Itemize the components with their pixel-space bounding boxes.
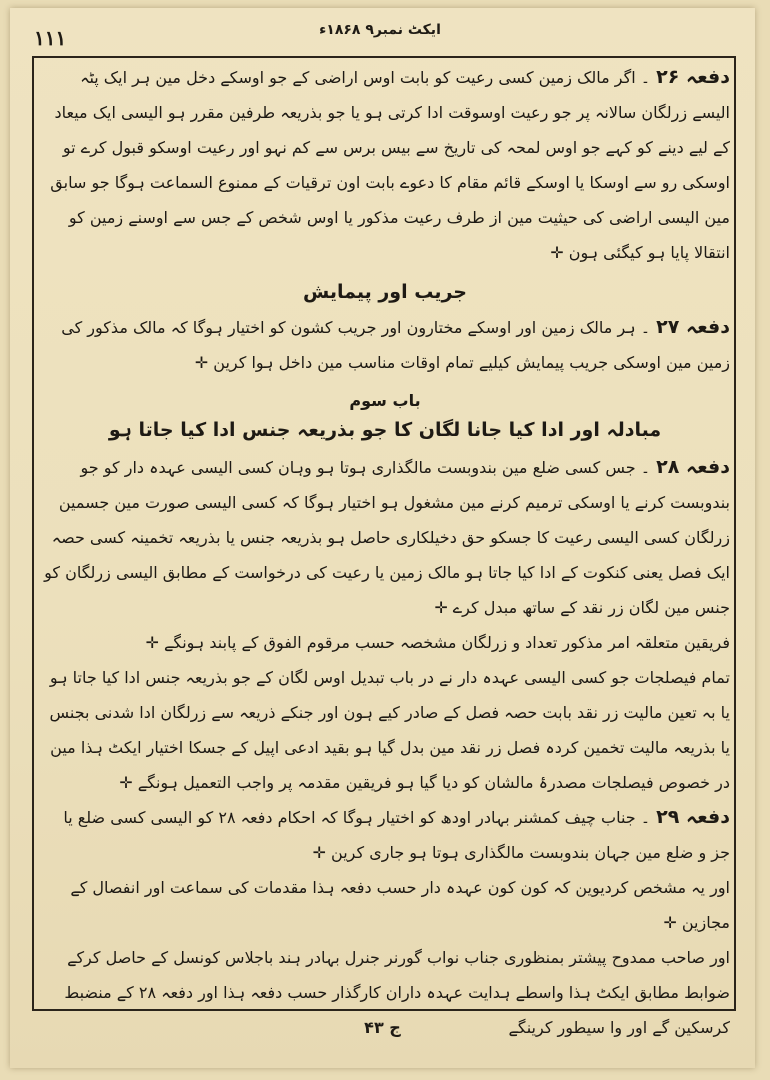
section-text: ۔ ہر مالک زمین اور اوسکے مختارون اور جریب کشون کو اختیار ہوگا کہ مالک مذکور کی زمین مین اوسکی جریب پیمایش کیلیے تمام اوقات مناسب مین داخل ہوا کرین ✛ — [61, 318, 730, 372]
paragraph — [40, 660, 730, 800]
section-28 — [40, 450, 730, 625]
page-number: ۱۱۱ — [34, 26, 67, 50]
chapter-title: مبادلہ اور ادا کیا جانا لگان کا جو بذریعہ جنس ادا کیا جاتا ہو — [108, 419, 662, 441]
section-29 — [40, 800, 730, 870]
paragraph-text: اور صاحب ممدوح پیشتر بمنظوری جناب نواب گورنر جنرل بہادر ہند باجلاس کونسل کے حاصل کرکے ضوابط مطابق ایکٹ ہذا واسطے ہدایت عہدہ داران کارگذار حسب دفعہ ہذا اور دفعہ ۲۸ کے منضبط کرسکین گے اور وا سیطور کرینگے — [64, 948, 730, 1037]
section-label: دفعہ ۲۶ — [656, 66, 730, 88]
paragraph — [40, 625, 730, 660]
running-title: ایکٹ نمبر۹ ۱۸۶۸ء — [319, 22, 441, 38]
chapter-number: باب سوم — [349, 391, 421, 410]
section-text: ۔ جس کسی ضلع مین بندوبست مالگذاری ہوتا ہو وہان کسی الیسی عہدہ دار کو جو بندوبست کرنے یا اوسکی ترمیم کرنے مین مشغول ہو اختیار ہوگا کہ کسی الیسی صورت مین جسمین زرلگان کسی الیسی رعیت کا جسکو حق دخیلکاری حاصل ہو بذریعہ جنس یا بذریعہ تخمینہ کسی حصہ ایک فصل یعنی کنکوت کے ادا کیا جاتا ہو مالک زمین یا رعیت کی درخواست کے مطابق الیسی زرلگان کو جنس مین لگان زر نقد کے ساتھ مبدل کرے ✛ — [44, 458, 730, 617]
page-header — [10, 18, 755, 52]
section-label: دفعہ ۲۹ — [656, 806, 730, 828]
signature-mark: ۴۳ ج — [364, 1018, 401, 1037]
paragraph-text: تمام فیصلجات جو کسی الیسی عہدہ دار نے در باب تبدیل اوس لگان کے جو بذریعہ جنس ادا کیا جاتا ہو یا بہ تعین مالیت زر نقد بابت حصہ فصل کے صادر کیے ہون اور جنکے ذریعہ سے زرلگان ادا شدنی بجنس یا بذریعہ مالیت تخمین کردہ فصل زر نقد مین بدل گیا ہو بقید ادعی اپیل کے جسکا اختیار ایکٹ ہذا مین در خصوص فیصلجات مصدرۂ مالشان کو دیا گیا ہو فریقین مقدمہ پر واجب التعمیل ہونگے ✛ — [49, 668, 730, 792]
section-label: دفعہ ۲۸ — [656, 456, 730, 478]
section-26 — [40, 60, 730, 270]
paragraph-text: اور یہ مشخص کردیوین کہ کون کون عہدہ دار حسب دفعہ ہذا مقدمات کی سماعت اور انفصال کے مجازین ✛ — [70, 878, 730, 932]
section-label: دفعہ ۲۷ — [656, 316, 730, 338]
section-text: ۔ جناب چیف کمشنر بہادر اودھ کو اختیار ہوگا کہ احکام دفعہ ۲۸ کو الیسی کسی ضلع یا جز و ضلع مین جہان بندوبست مالگذاری ہوتا ہو جاری کرین ✛ — [63, 808, 730, 862]
paragraph-text: فریقین متعلقہ امر مذکور تعداد و زرلگان مشخصہ حسب مرقوم الفوق کے پابند ہونگے ✛ — [145, 633, 730, 652]
section-heading: جریب اور پیمایش — [302, 281, 467, 303]
document-page — [10, 8, 755, 1068]
section-27 — [40, 310, 730, 380]
paragraph — [40, 870, 730, 940]
section-text: ۔ اگر مالک زمین کسی رعیت کو بابت اوس اراضی کے جو اوسکے دخل مین ہر ایک پٹہ الیسے زرلگان سالانہ پر جو رعیت اوسوقت ادا کرتی ہو یا جو بذریعہ طرفین مقرر ہو الیسی ایک میعاد کے لیے دینے کو کہے جو اوس لمحہ کی تاریخ سے بیس برس سے کم نہو اور رعیت اوسکو قبول کرے تو اوسکی رو سے اوسکا یا اوسکے قائم مقام کا دعوے بابت اون ترقیات کے ممنوع السماعت ہوگا جو سابق مین الیسی اراضی کی حیثیت مین از طرف رعیت مذکور یا اوس شخص کے جس سے اوسنے زمین کو انتقالا پایا ہو کیگئی ہون ✛ — [50, 68, 730, 262]
